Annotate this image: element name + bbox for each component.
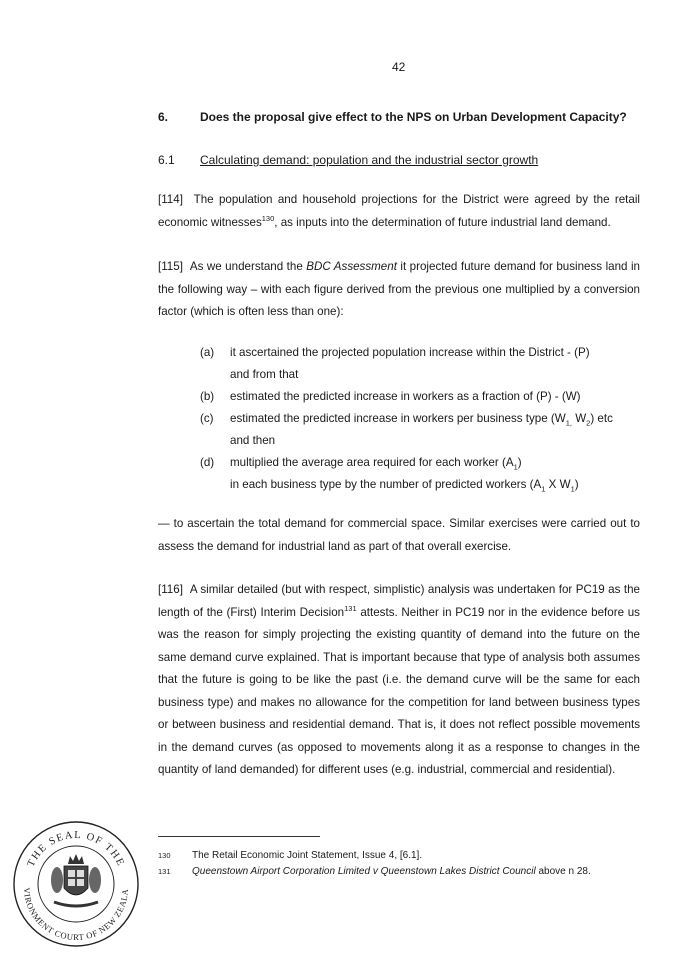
- list-text: multiplied the average area required for each worker $(A_1)$: [230, 456, 522, 472]
- para-text: it projected future demand for business land in the following way – with each figure derived from the previous one multiplied by a conversion factor (which is often less than one):: [158, 260, 640, 318]
- para-text: , as inputs into the determination of future industrial land demand.: [274, 215, 611, 229]
- subheading-text: Calculating demand: population and the industrial sector growth: [200, 153, 539, 167]
- list-text: estimated the predicted increase in workers as a fraction of (P) - (W): [230, 390, 581, 403]
- list-text: in each business type by the number of predicted workers ($A_1$ X $W_1$): [230, 477, 579, 493]
- list-text: it ascertained the projected population increase within the District - (P): [230, 346, 590, 359]
- heading-number: 6.: [158, 110, 169, 124]
- list-text: and then: [230, 433, 276, 447]
- para-text: As we understand the: [189, 260, 307, 273]
- list-label: (c): [200, 412, 214, 425]
- paragraph-114: [158, 189, 640, 234]
- para-text: A similar detailed (but with respect, simplistic) analysis was undertaken for PC19 as the length of the (First) Interim Decision: [158, 583, 640, 619]
- footnote-ref-130[interactable]: 130: [261, 213, 275, 223]
- para-text: The population and household projections for the District were agreed by the retail economic witnesses: [158, 193, 640, 229]
- footnote-ref-131[interactable]: 131: [344, 603, 357, 613]
- heading-text: Does the proposal give effect to the NPS on Urban Development Capacity?: [200, 110, 627, 124]
- list-text: and from that: [230, 367, 299, 381]
- court-seal: [10, 818, 142, 955]
- list-label: (a): [200, 346, 215, 359]
- para-number: [115]: [158, 260, 183, 273]
- list-label: (b): [200, 390, 215, 403]
- emphasis: BDC Assessment: [306, 260, 397, 273]
- footnote-number: 131: [158, 867, 171, 876]
- list-label: (d): [200, 456, 215, 469]
- seal-top-text: THE SEAL OF THE: [25, 829, 127, 869]
- section-heading: [158, 110, 648, 124]
- footnote-text: The Retail Economic Joint Statement, Issue 4, [6.1].: [192, 850, 423, 861]
- footnote-text: Queenstown Airport Corporation Limited v Queenstown Lakes District Council above n 28.: [192, 866, 591, 877]
- para-number: [116]: [158, 583, 183, 596]
- seal-icon: [10, 818, 142, 950]
- footnote-divider: [158, 836, 320, 837]
- subheading: [158, 153, 539, 167]
- paragraph-115-continuation: — to ascertain the total demand for commercial space. Similar exercises were carried out to assess the demand for industrial land as part of that overall exercise.: [158, 517, 640, 553]
- list-text: estimated the predicted increase in workers per business type ($W_{1,}$ $W_2$) etc: [230, 412, 613, 428]
- page-number: 42: [392, 60, 406, 74]
- paragraph-116: [158, 579, 640, 782]
- para-number: [114]: [158, 193, 183, 206]
- footnote-number: 130: [158, 851, 171, 860]
- paragraph-115: [158, 256, 640, 324]
- para-text: attests. Neither in PC19 nor in the evidence before us was the reason for simply projecting the existing quantity of demand into the future on the same demand curve explained. That is important because that type of analysis both assumes that the future is going to be like the past (i.e. the demand curve will be the same for each business type) and makes no allowance for the competition for land between business types or between business and residential demand. That is, it does not reflect possible movements in the demand curves (as opposed to movements along it as a response to changes in the quantity of land demanded) for different uses (e.g. industrial, commercial and residential).: [158, 605, 640, 776]
- seal-bottom-text: VIRONMENT COURT OF NEW ZEALA: [21, 887, 131, 943]
- subheading-number: 6.1: [158, 153, 175, 167]
